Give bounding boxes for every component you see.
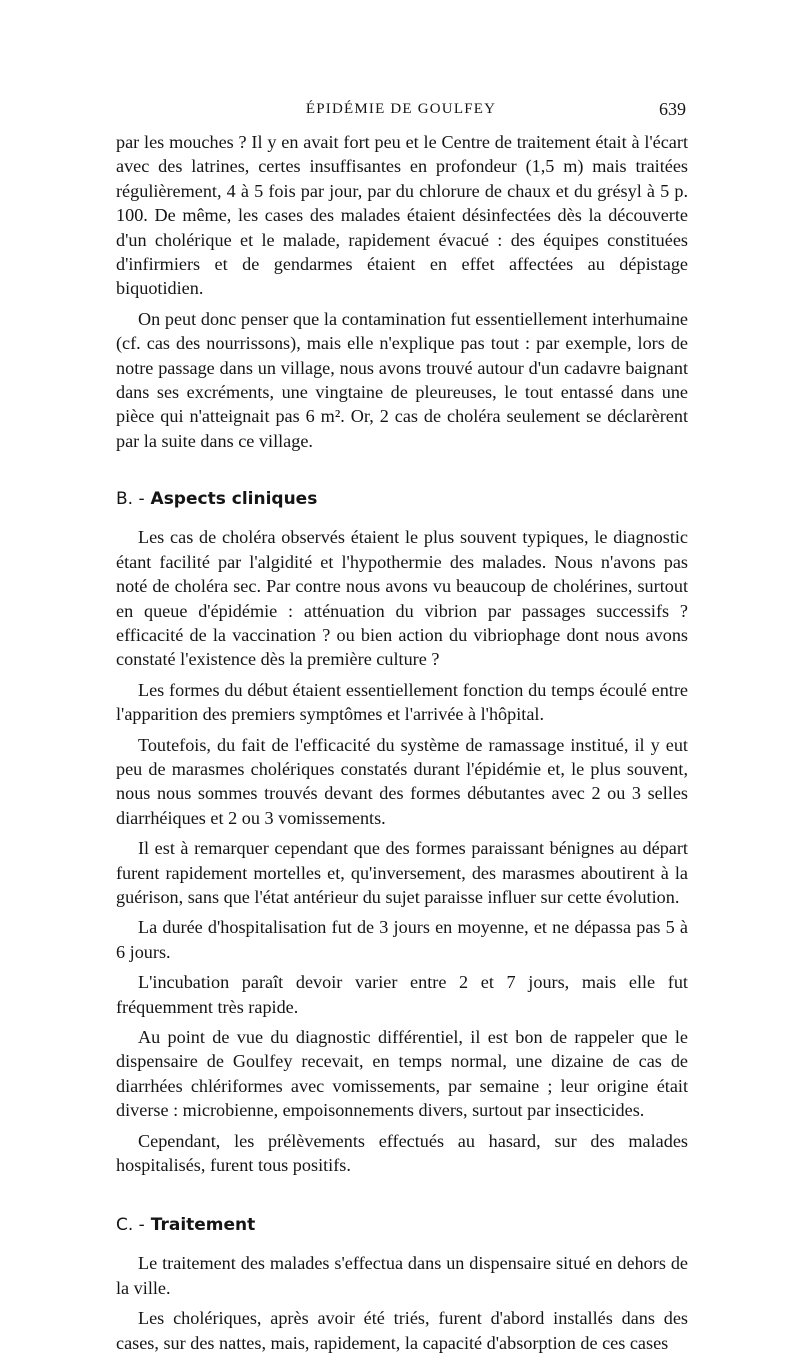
paragraph: Les formes du début étaient essentiellement fonction du temps écoulé entre l'apparition des premiers symptômes et l'arrivée à l'hôpital. xyxy=(116,679,688,725)
paragraph: On peut donc penser que la contamination fut essentiellement interhumaine (cf. cas des nourrissons), mais elle n'explique pas tout : par exemple, lors de notre passage dans un village, nous avons trouvé autour d'un cadavre baignant dans ses excréments, une vingtaine de pleureuses, le tout entassé dans une pièce qui n'atteignait pas 6 m². Or, 2 cas de choléra seulement se déclarèrent par la suite dans ce village. xyxy=(116,308,688,451)
running-header xyxy=(116,97,686,121)
paragraph: par les mouches ? Il y en avait fort peu et le Centre de traitement était à l'écart avec des latrines, certes insuffisantes en profondeur (1,5 m) mais traitées régulièrement, 4 à 5 fois par jour, par du chlorure de chaux et du grésyl à 5 p. 100. De même, les cases des malades étaient désinfectées dès la découverte d'un cholérique et le malade, rapidement évacué : des équipes constituées d'infirmiers et de gendarmes étaient en effet affectées au dépistage biquotidien. xyxy=(116,132,688,299)
paragraph: Cependant, les prélèvements effectués au hasard, sur des malades hospitalisés, furent tous positifs. xyxy=(116,1130,688,1176)
section-letter: C. - xyxy=(116,1215,145,1236)
section-title: Aspects cliniques xyxy=(150,489,318,510)
section-title: Traitement xyxy=(150,1215,256,1236)
paragraph: Il est à remarquer cependant que des formes paraissant bénignes au départ furent rapidement mortelles et, qu'inversement, des marasmes aboutirent à la guérison, sans que l'état antérieur du sujet paraisse influer sur cette évolution. xyxy=(116,838,688,907)
body-text xyxy=(116,130,688,1361)
paragraph: Les cas de choléra observés étaient le plus souvent typiques, le diagnostic étant facilité par l'algidité et l'hypothermie des malades. Nous n'avons pas noté de choléra sec. Par contre nous avons vu beaucoup de cholérines, surtout en queue d'épidémie : atténuation du vibrion par passages successifs ? efficacité de la vaccination ? ou bien action du vibriophage dont nous avons constaté l'existence dès la première culture ? xyxy=(116,527,688,670)
paragraph: Le traitement des malades s'effectua dans un dispensaire situé en dehors de la ville. xyxy=(116,1253,688,1298)
running-title: ÉPIDÉMIE DE GOULFEY xyxy=(305,101,497,117)
paragraph: La durée d'hospitalisation fut de 3 jours en moyenne, et ne dépassa pas 5 à 6 jours. xyxy=(116,917,688,962)
section-heading-b xyxy=(116,487,688,511)
paragraph: L'incubation paraît devoir varier entre 2 et 7 jours, mais elle fut fréquemment très rapide. xyxy=(116,972,688,1017)
paragraph: Au point de vue du diagnostic différentiel, il est bon de rappeler que le dispensaire de Goulfey recevait, en temps normal, une dizaine de cas de diarrhées chlériformes avec vomissements, par semaine ; leur origine était diverse : microbienne, empoisonnements divers, surtout par insecticides. xyxy=(116,1027,688,1121)
section-heading-c xyxy=(116,1213,688,1237)
paragraph: Toutefois, du fait de l'efficacité du système de ramassage institué, il y eut peu de marasmes cholériques constatés durant l'épidémie et, le plus souvent, nous nous sommes trouvés devant des formes débutantes avec 2 ou 3 selles diarrhéiques et 2 ou 3 vomissements. xyxy=(116,734,688,828)
paragraph: Les cholériques, après avoir été triés, furent d'abord installés dans des cases, sur des nattes, mais, rapidement, la capacité d'absorption de ces cases xyxy=(116,1308,688,1353)
page-number: 639 xyxy=(659,99,686,119)
section-letter: B. - xyxy=(116,489,145,510)
